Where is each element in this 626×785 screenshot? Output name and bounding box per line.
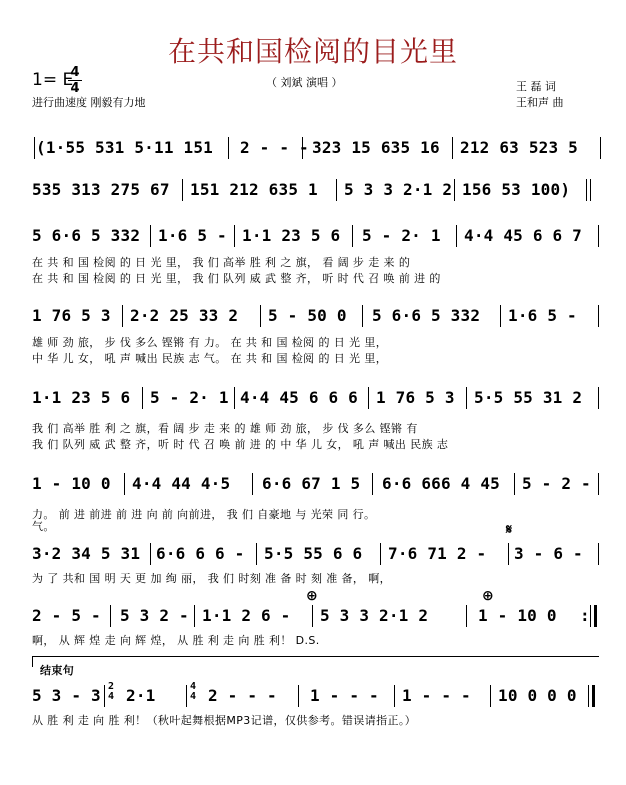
measure: 212 63 523 5 bbox=[460, 138, 578, 157]
composer: 王和声 曲 bbox=[516, 96, 564, 109]
time-signature: 4 4 bbox=[190, 681, 197, 702]
coda-icon: ⊕ bbox=[306, 588, 318, 604]
time-sig-bottom: 4 bbox=[70, 81, 80, 96]
measure: 1 - - - bbox=[402, 686, 471, 705]
measure: 2 - - - bbox=[208, 686, 277, 705]
measure: 10 0 0 0 bbox=[498, 686, 577, 705]
measure: 5·5 55 31 2 bbox=[474, 388, 583, 407]
lyric-line: 气。 bbox=[32, 520, 55, 533]
measure: 5 3 3 2·1 2 bbox=[344, 180, 453, 199]
measure: 5 3 3 2·1 2 bbox=[320, 606, 429, 625]
measure: 2 - 5 - bbox=[32, 606, 101, 625]
measure: 323 15 635 16 bbox=[312, 138, 440, 157]
measure: 5 - 2· 1 bbox=[150, 388, 229, 407]
measure: 6·6 67 1 5 bbox=[262, 474, 361, 493]
measure: (1·55 531 5·11 151 bbox=[36, 138, 213, 157]
measure: 7·6 71 2 - bbox=[388, 544, 487, 563]
lyric-line: 从 胜 利 走 向 胜 利！（秋叶起舞根据MP3记谱，仅供参考。错误请指正。） bbox=[32, 714, 417, 727]
measure: 1·1 2 6 - bbox=[202, 606, 291, 625]
ending-label: 结束句 bbox=[40, 664, 75, 677]
measure: 1 76 5 3 bbox=[376, 388, 455, 407]
tempo-marking: 进行曲速度 刚毅有力地 bbox=[32, 96, 146, 109]
coda-icon: ⊕ bbox=[482, 588, 494, 604]
measure: 6·6 666 4 45 bbox=[382, 474, 500, 493]
measure: 6·6 6 6 - bbox=[156, 544, 245, 563]
measure: 2·2 25 33 2 bbox=[130, 306, 239, 325]
lyric-line: 雄 师 劲 旅， 步 伐 多么 铿锵 有 力。 在 共 和 国 检阅 的 日 光 里， bbox=[32, 336, 388, 349]
measure: 5 - 2 - bbox=[522, 474, 591, 493]
measure: 1 - - - bbox=[310, 686, 379, 705]
lyric-line: 在 共 和 国 检阅 的 日 光 里， 我 们 队列 威 武 整 齐， 听 时 代 召 唤 前 进 的 bbox=[32, 272, 441, 285]
segno-icon: 𝄋 bbox=[506, 522, 513, 538]
measure: 5 6·6 5 332 bbox=[32, 226, 141, 245]
time-sig-top: 4 bbox=[70, 65, 80, 80]
measure: 5 6·6 5 332 bbox=[372, 306, 481, 325]
song-title: 在共和国检阅的目光里 bbox=[167, 35, 458, 68]
repeat-sign: : bbox=[580, 606, 590, 625]
lyricist: 王 磊 词 bbox=[516, 80, 556, 93]
performer: （ 刘斌 演唱 ） bbox=[266, 76, 343, 89]
measure: 151 212 635 1 bbox=[190, 180, 318, 199]
time-signature: 2 4 bbox=[108, 681, 115, 702]
measure: 5 - 2· 1 bbox=[362, 226, 441, 245]
measure: 2 - - - bbox=[240, 138, 309, 157]
measure: 1·1 23 5 6 bbox=[32, 388, 131, 407]
lyric-line: 我 们 队列 威 武 整 齐，听 时 代 召 唤 前 进 的 中 华 儿 女， 吼 声 喊出 民族 志 bbox=[32, 438, 449, 451]
measure: 1·1 23 5 6 bbox=[242, 226, 341, 245]
lyric-line: 我 们 高举 胜 利 之 旗，看 阔 步 走 来 的 雄 师 劲 旅， 步 伐 多么 铿锵 有 bbox=[32, 422, 418, 435]
measure: 1·6 5 - bbox=[508, 306, 577, 325]
lyric-line: 为 了 共和 国 明 天 更 加 绚 丽， 我 们 时刻 准 备 时 刻 准 备， 啊， bbox=[32, 572, 392, 585]
measure: 156 53 100) bbox=[462, 180, 571, 199]
measure: 4·4 45 6 6 6 bbox=[240, 388, 358, 407]
lyric-line: 在 共 和 国 检阅 的 日 光 里， 我 们 高举 胜 利 之 旗， 看 阔 步 走 来 的 bbox=[32, 256, 411, 269]
measure: 5 - 50 0 bbox=[268, 306, 347, 325]
measure: 4·4 44 4·5 bbox=[132, 474, 231, 493]
measure: 535 313 275 67 bbox=[32, 180, 170, 199]
lyric-line: 中 华 儿 女， 吼 声 喊出 民族 志 气。 在 共 和 国 检阅 的 日 光 里， bbox=[32, 352, 388, 365]
lyric-line: 啊， 从 辉 煌 走 向 辉 煌， 从 胜 利 走 向 胜 利！ D.S. bbox=[32, 634, 320, 647]
time-signature bbox=[68, 66, 82, 95]
key-signature: 1= E bbox=[32, 70, 74, 90]
measure: 3 - 6 - bbox=[514, 544, 583, 563]
measure: 5 3 - 3 bbox=[32, 686, 101, 705]
lyric-line: 力。 前 进 前进 前 进 向 前 向前进， 我 们 自豪地 与 光荣 同 行。 bbox=[32, 508, 376, 521]
measure: 1·6 5 - bbox=[158, 226, 227, 245]
measure: 5·5 55 6 6 bbox=[264, 544, 363, 563]
measure: 1 76 5 3 bbox=[32, 306, 111, 325]
measure: 2·1 bbox=[126, 686, 156, 705]
measure: 1 - 10 0 bbox=[32, 474, 111, 493]
measure: 4·4 45 6 6 7 bbox=[464, 226, 582, 245]
measure: 1 - 10 0 bbox=[478, 606, 557, 625]
measure: 3·2 34 5 31 bbox=[32, 544, 141, 563]
measure: 5 3 2 - bbox=[120, 606, 189, 625]
